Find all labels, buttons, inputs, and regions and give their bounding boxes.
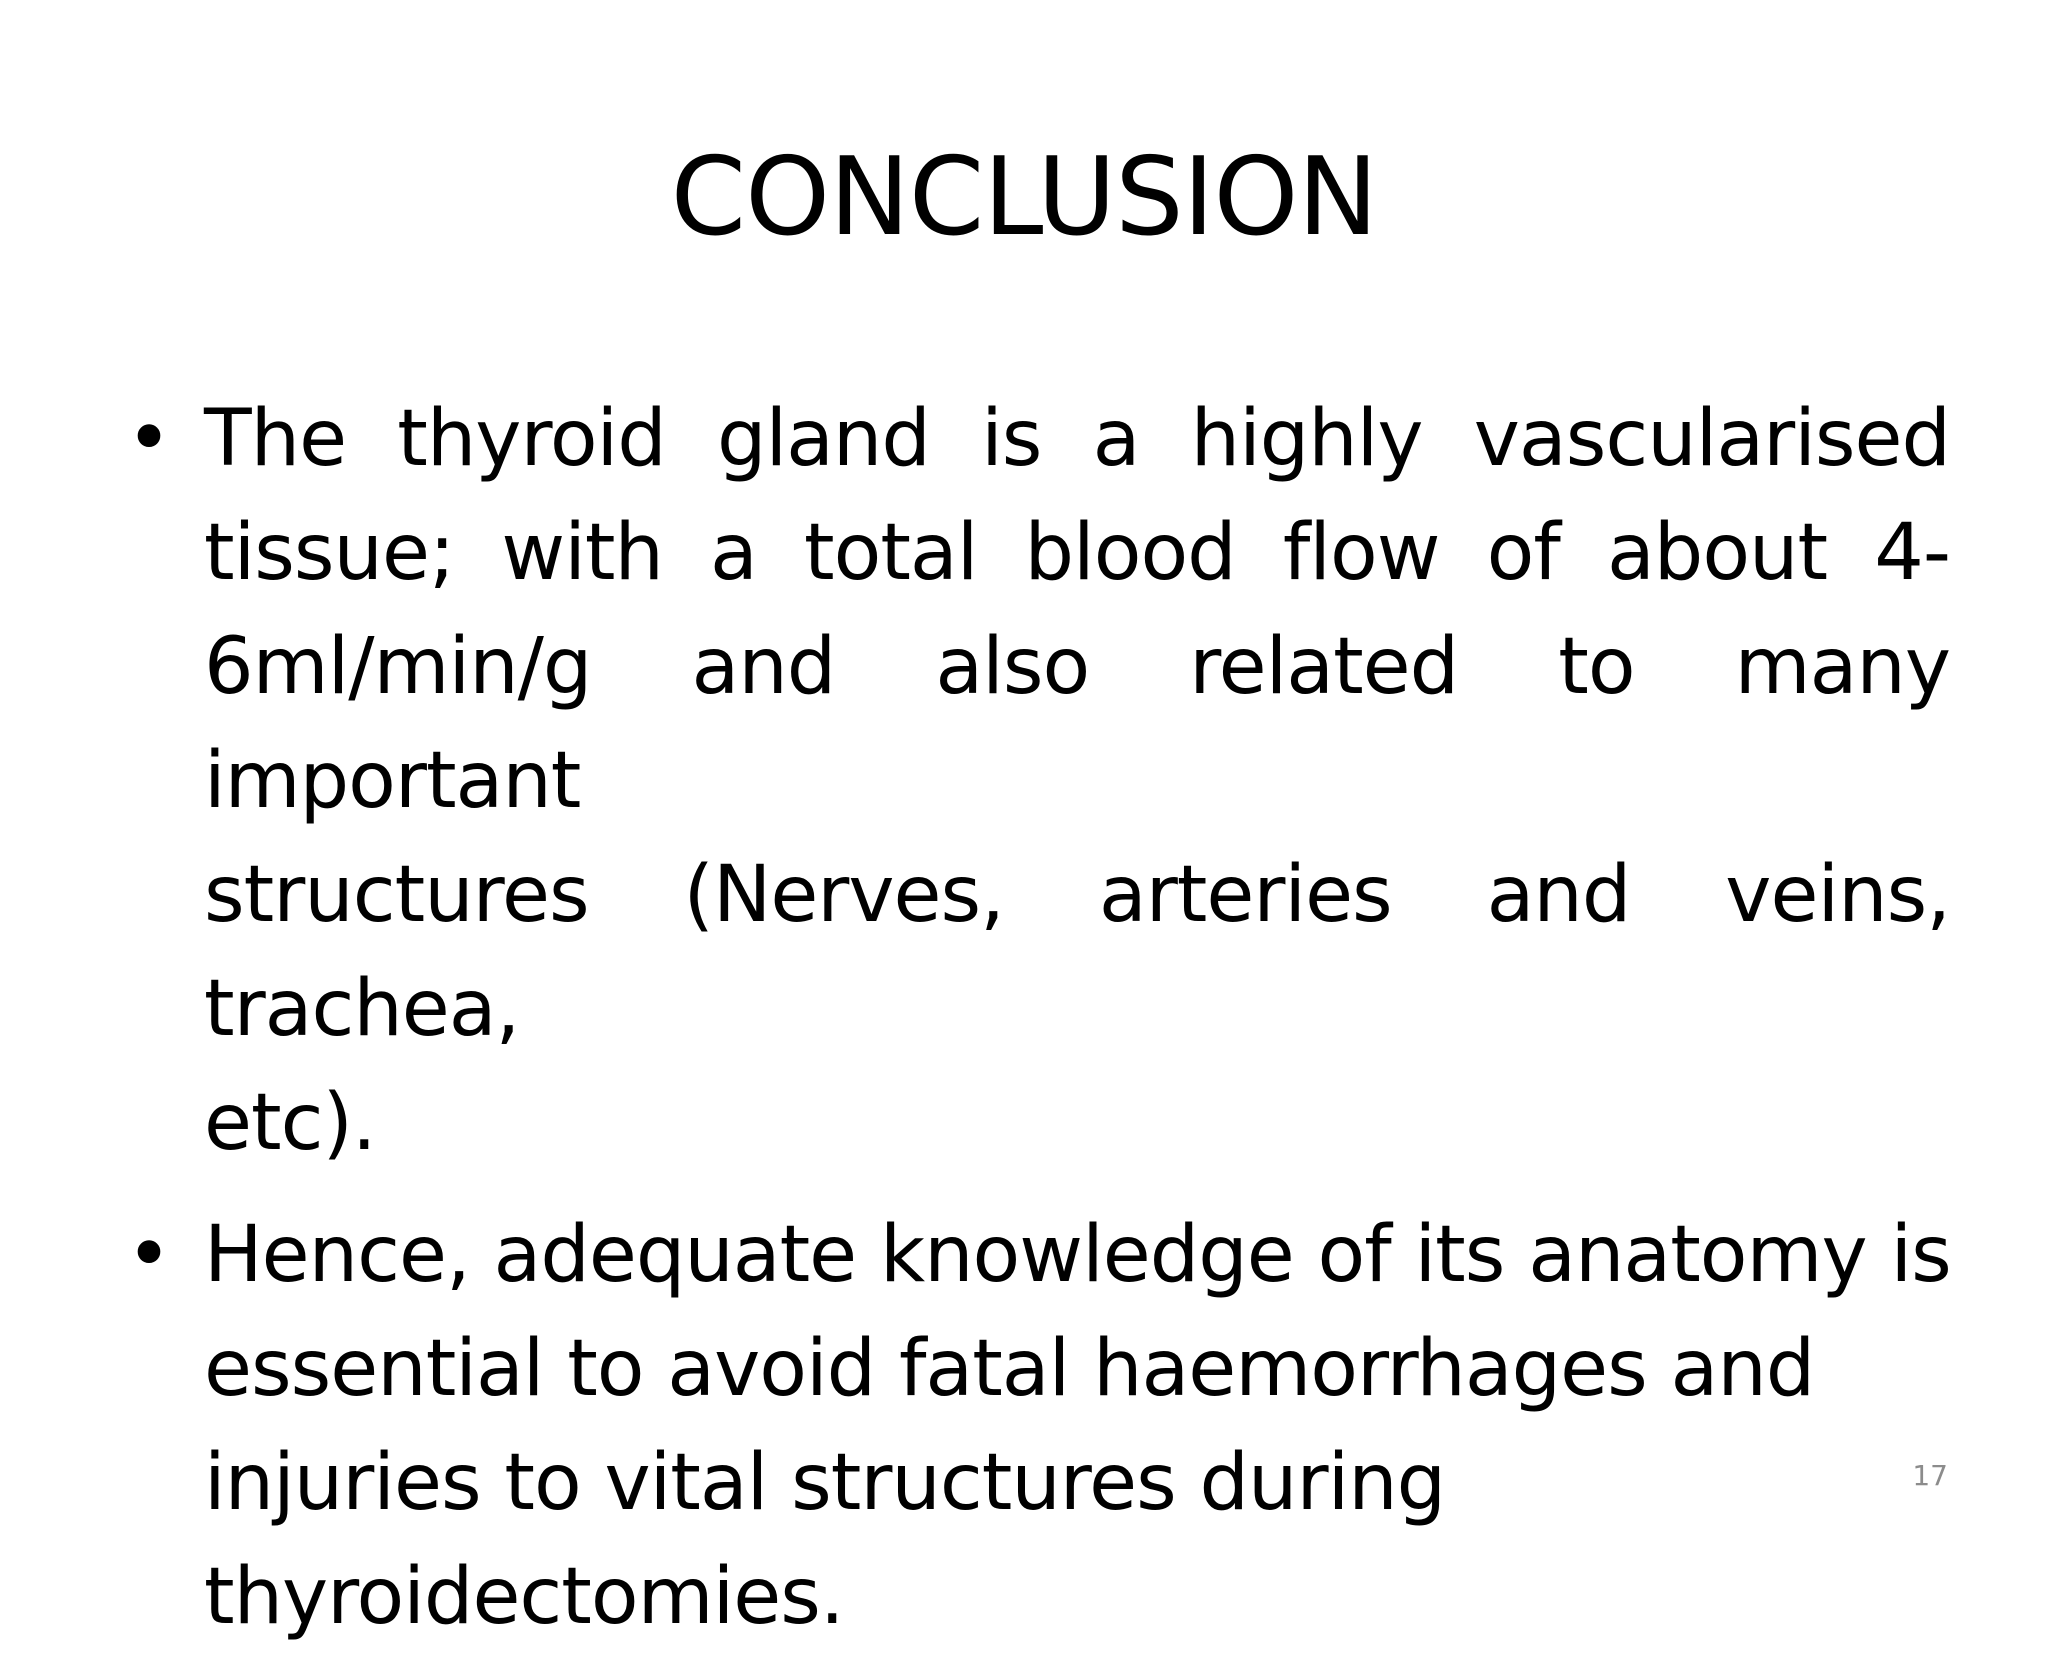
slide-title: CONCLUSION: [670, 135, 1378, 260]
bullet-item: [120, 382, 1950, 1180]
bullet-line: essential to avoid fatal haemorrhages and: [204, 1324, 1815, 1414]
page-number: 17: [1912, 1459, 1948, 1492]
bullet-line: thyroidectomies.: [204, 1552, 844, 1642]
bullet-icon: •: [126, 394, 172, 484]
bullet-line: The thyroid gland is a highly vascularised: [204, 394, 1950, 484]
bullet-line: 6ml/min/g and also related to many important: [204, 622, 1950, 826]
bullet-icon: •: [126, 1210, 172, 1300]
bullet-line: injuries to vital structures during: [204, 1438, 1446, 1528]
bullet-line: structures (Nerves, arteries and veins, trachea,: [204, 850, 1950, 1054]
bullet-line: etc).: [204, 1078, 376, 1168]
bullet-list: [120, 382, 1950, 1672]
bullet-item: [120, 1198, 1950, 1654]
bullet-line: Hence, adequate knowledge of its anatomy is: [204, 1210, 1951, 1300]
bullet-line: tissue; with a total blood flow of about 4-: [204, 508, 1950, 598]
